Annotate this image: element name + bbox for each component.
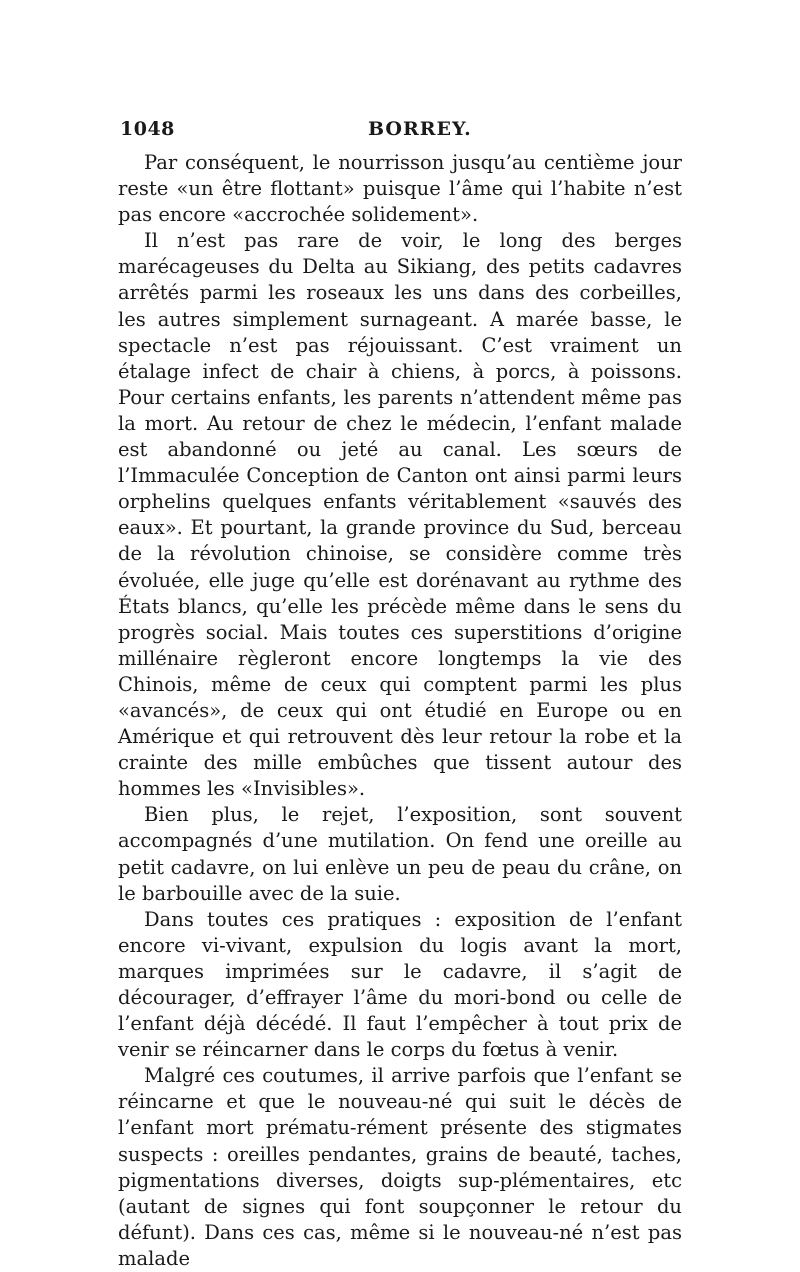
paragraph: Bien plus, le rejet, l’exposition, sont souvent accompagnés d’une mutilation. On fend une oreille au petit cadavre, on lui enlève un peu de peau du crâne, on le barbouille avec de la suie. [118, 803, 682, 905]
body-text [118, 150, 682, 1272]
running-head: BORREY. [368, 118, 472, 140]
paragraph: Dans toutes ces pratiques : exposition de l’enfant encore vi-vivant, expulsion du logis avant la mort, marques imprimées sur le cadavre, il s’agit de décourager, d’effrayer l’âme du mori-bond ou celle de l’enfant déjà décédé. Il faut l’empêcher à tout prix de venir se réincarner dans le corps du fœtus à venir. [118, 907, 682, 1062]
page-header [120, 118, 680, 146]
page-number: 1048 [120, 118, 175, 140]
paragraph: Il n’est pas rare de voir, le long des berges marécageuses du Delta au Sikiang, des petits cadavres arrêtés parmi les roseaux les uns dans des corbeilles, les autres simplement surnageant. A marée basse, le spectacle n’est pas réjouissant. C’est vraiment un étalage infect de chair à chiens, à porcs, à poissons. Pour certains enfants, les parents n’attendent même pas la mort. Au retour de chez le médecin, l’enfant malade est abandonné ou jeté au canal. Les sœurs de l’Immaculée Conception de Canton ont ainsi parmi leurs orphelins quelques enfants véritablement «sauvés des eaux». Et pourtant, la grande province du Sud, berceau de la révolution chinoise, se considère comme très évoluée, elle juge qu’elle est dorénavant au rythme des États blancs, qu’elle les précède même dans le sens du progrès social. Mais toutes ces superstitions d’origine millénaire règleront encore longtemps la vie des Chinois, même de ceux qui comptent parmi les plus «avancés», de ceux qui ont étudié en Europe ou en Amérique et qui retrouvent dès leur retour la robe et la crainte des mille embûches que tissent autour des hommes les «Invisibles». [118, 229, 682, 801]
paragraph: Malgré ces coutumes, il arrive parfois que l’enfant se réincarne et que le nouveau-né qui suit le décès de l’enfant mort prématu-rément présente des stigmates suspects : oreilles pendantes, grains de beauté, taches, pigmentations diverses, doigts sup-plémentaires, etc (autant de signes qui font soupçonner le retour du défunt). Dans ces cas, même si le nouveau-né n’est pas malade [118, 1064, 682, 1270]
paragraph: Par conséquent, le nourrisson jusqu’au centième jour reste «un être flottant» puisque l’âme qui l’habite n’est pas encore «accrochée solidement». [118, 151, 682, 227]
